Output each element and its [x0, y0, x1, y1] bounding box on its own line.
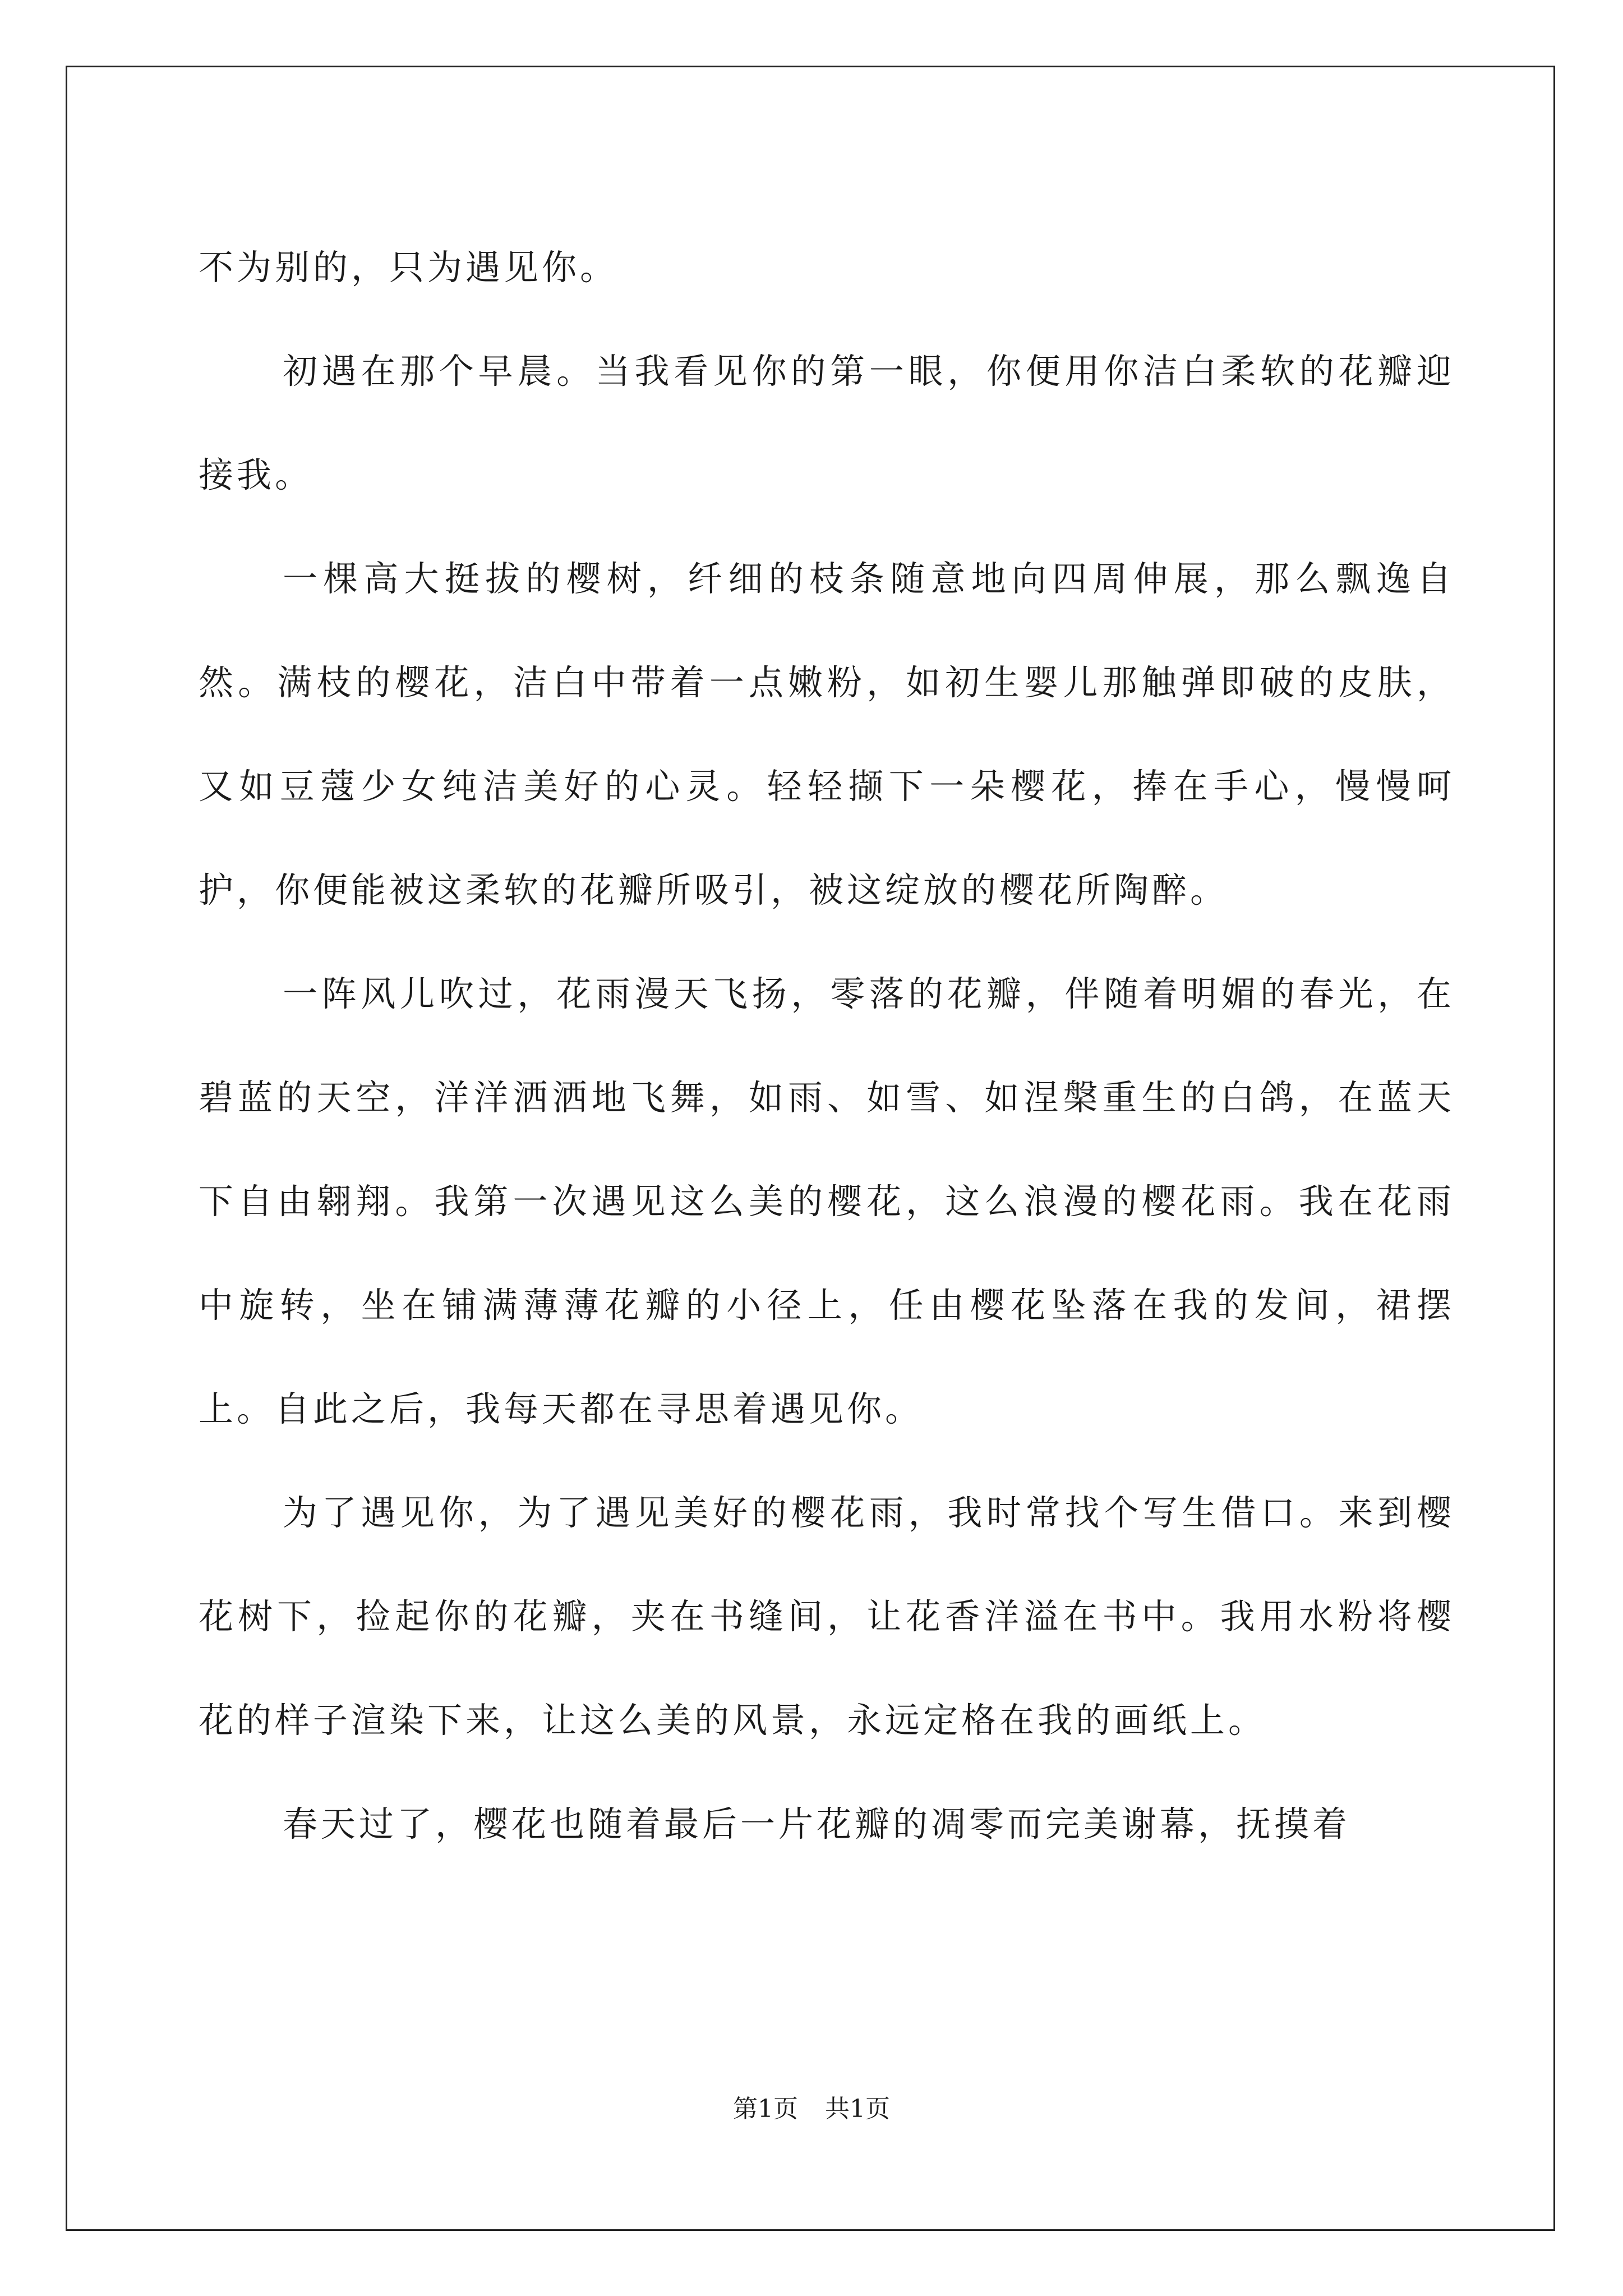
page-footer: [0, 2093, 1623, 2125]
paragraph: 为了遇见你，为了遇见美好的樱花雨，我时常找个写生借口。来到樱花树下，捡起你的花瓣，夹在书缝间，让花香洋溢在书中。我用水粉将樱花的样子渲染下来，让这么美的风景，永远定格在我的画纸上。: [199, 1492, 1455, 1741]
paragraph: 初遇在那个早晨。当我看见你的第一眼，你便用你洁白柔软的花瓣迎接我。: [199, 351, 1455, 495]
paragraph: 春天过了，樱花也随着最后一片花瓣的凋零而完美谢幕，抚摸着: [283, 1803, 1351, 1844]
document-body: [199, 215, 1455, 1949]
page-number-current: 第1页: [733, 2095, 798, 2123]
paragraph: 一阵风儿吹过，花雨漫天飞扬，零落的花瓣，伴随着明媚的春光，在碧蓝的天空，洋洋洒洒地飞舞，如雨、如雪、如涅槃重生的白鸽，在蓝天下自由翱翔。我第一次遇见这么美的樱花，这么浪漫的樱花雨。我在花雨中旋转，坐在铺满薄薄花瓣的小径上，任由樱花坠落在我的发间，裙摆上。自此之后，我每天都在寻思着遇见你。: [199, 973, 1455, 1429]
page-number-total: 共1页: [825, 2095, 890, 2123]
paragraph: 不为别的，只为遇见你。: [199, 247, 619, 288]
paragraph: 一棵高大挺拔的樱树，纤细的枝条随意地向四周伸展，那么飘逸自然。满枝的樱花，洁白中带着一点嫩粉，如初生婴儿那触弹即破的皮肤，又如豆蔻少女纯洁美好的心灵。轻轻撷下一朵樱花，捧在手心，慢慢呵护，你便能被这柔软的花瓣所吸引，被这绽放的樱花所陶醉。: [199, 558, 1455, 910]
